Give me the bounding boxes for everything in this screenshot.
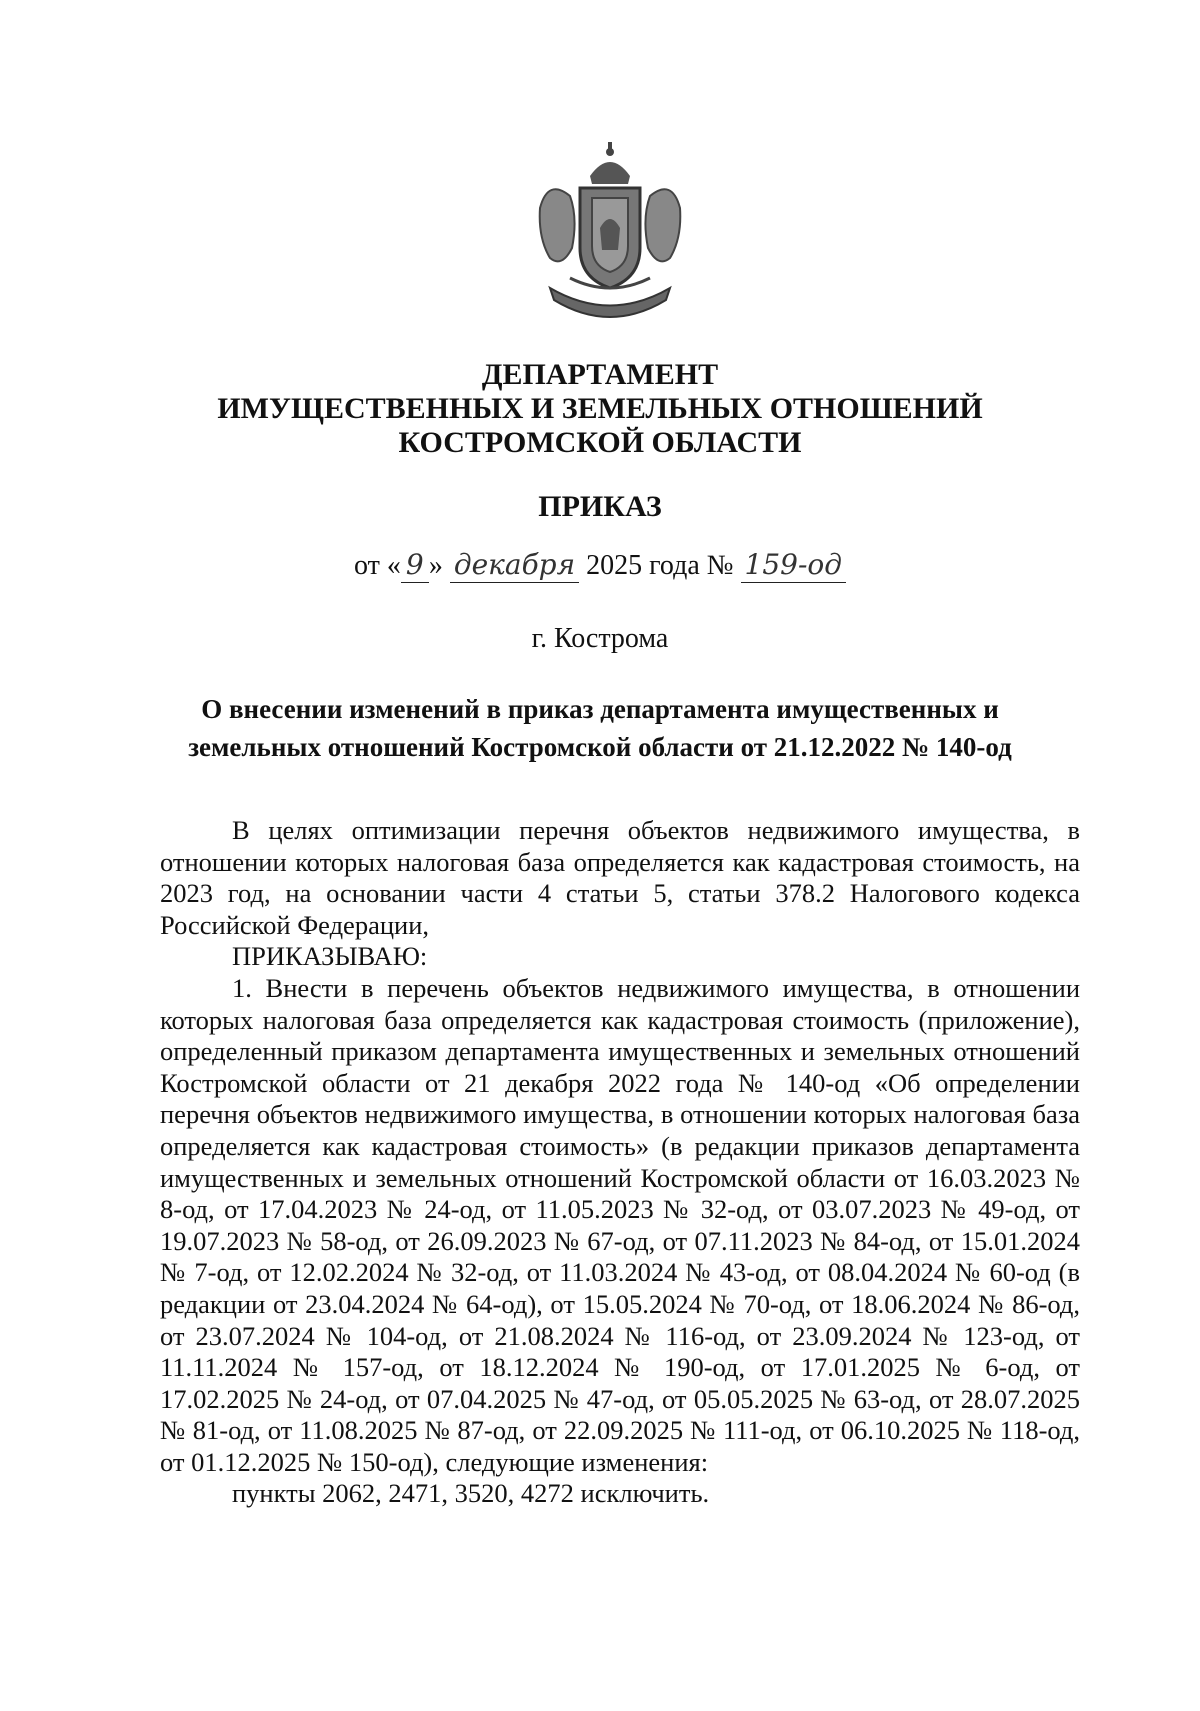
date-month: декабря bbox=[450, 548, 579, 583]
date-prefix: от « bbox=[353, 550, 401, 581]
item-1: 1. Внести в перечень объектов недвижимого имущества, в отношении которых налоговая база определяется как кадастровая стоимость (приложение), определенный приказом департамента имущественных и земельных отношений Костромской области от 21 декабря 2022 года № 140-од «Об определении перечня объектов недвижимого имущества, в отношении которых налоговая база определяется как кадастровая стоимость» (в редакции приказов департамента имущественных и земельных отношений Костромской области от 16.03.2023 № 8-од, от 17.04.2023 № 24-од, от 11.05.2023 № 32-од, от 03.07.2023 № 49-од, от 19.07.2023 № 58-од, от 26.09.2023 № 67-од, от 07.11.2023 № 84-од, от 15.01.2024 № 7-од, от 12.02.2024 № 32-од, от 11.03.2024 № 43-од, от 08.04.2024 № 60-од (в редакции от 23.04.2024 № 64-од), от 15.05.2024 № 70-од, от 18.06.2024 № 86-од, от 23.07.2024 № 104-од, от 21.08.2024 № 116-од, от 23.09.2024 № 123-од, от 11.11.2024 № 157-од, от 18.12.2024 № 190-од, от 17.01.2025 № 6-од, от 17.02.2025 № 24-од, от 07.04.2025 № 47-од, от 05.05.2025 № 63-од, от 28.07.2025 № 81-од, от 11.08.2025 № 87-од, от 22.09.2025 № 111-од, от 06.10.2025 № 118-од, от 01.12.2025 № 150-од), следующие изменения: bbox=[160, 972, 1080, 1477]
date-line bbox=[0, 548, 1200, 583]
order-number: 159-од bbox=[741, 548, 847, 583]
subject-line1: О внесении изменений в приказ департамента имущественных и bbox=[201, 694, 999, 724]
coat-of-arms-icon bbox=[520, 138, 700, 338]
department-name bbox=[0, 358, 1200, 460]
subject bbox=[0, 690, 1200, 766]
date-day: 9 bbox=[401, 548, 429, 583]
subject-line2: земельных отношений Костромской области от 21.12.2022 № 140-од bbox=[188, 732, 1012, 762]
department-line3: КОСТРОМСКОЙ ОБЛАСТИ bbox=[398, 426, 802, 459]
date-year: 2025 года № bbox=[586, 550, 734, 581]
city: г. Кострома bbox=[531, 623, 669, 654]
item-1-sub: пункты 2062, 2471, 3520, 4272 исключить. bbox=[232, 1478, 710, 1509]
date-mid: » bbox=[428, 550, 443, 581]
body-text bbox=[160, 815, 1080, 1510]
preamble: В целях оптимизации перечня объектов недвижимого имущества, в отношении которых налоговая база определяется как кадастровая стоимость, на 2023 год, на основании части 4 статьи 5, статьи 378.2 Налогового кодекса Российской Федерации, bbox=[160, 815, 1080, 940]
document-type: ПРИКАЗ bbox=[538, 490, 662, 523]
order-word: ПРИКАЗЫВАЮ: bbox=[232, 941, 428, 972]
department-line1: ДЕПАРТАМЕНТ bbox=[481, 358, 719, 391]
department-line2: ИМУЩЕСТВЕННЫХ И ЗЕМЕЛЬНЫХ ОТНОШЕНИЙ bbox=[217, 392, 983, 425]
